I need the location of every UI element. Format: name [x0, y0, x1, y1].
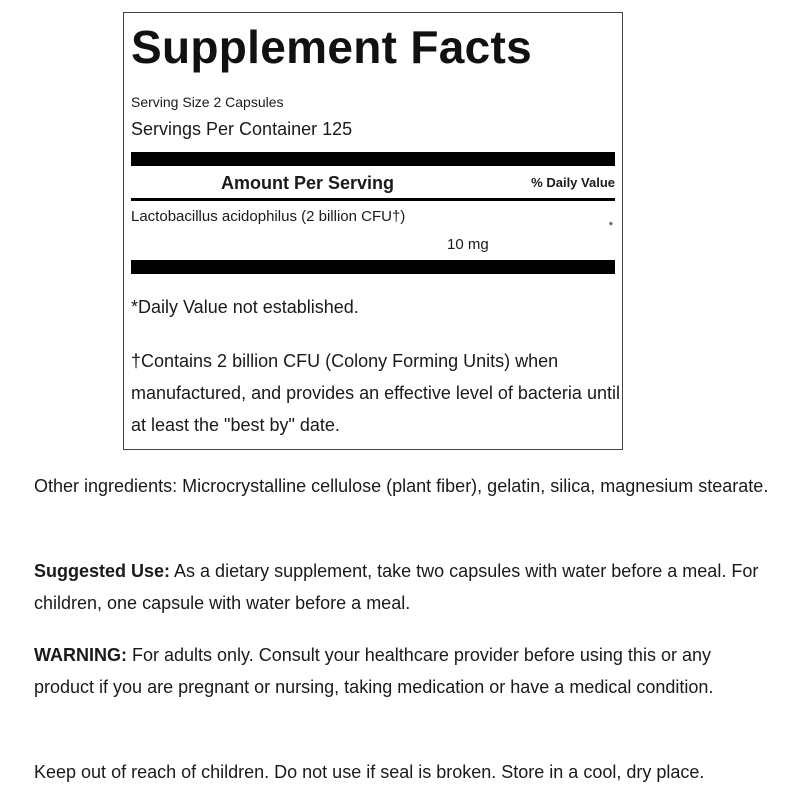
thick-divider-top	[131, 152, 615, 166]
daily-value-footnote: *Daily Value not established.	[131, 297, 359, 317]
supplement-facts-content	[131, 13, 620, 449]
cfu-footnote: †Contains 2 billion CFU (Colony Forming Units) when manufactured, and provides an effective level of bacteria until at least the "best by" date.	[131, 351, 620, 435]
storage-instructions: Keep out of reach of children. Do not use if seal is broken. Store in a cool, dry place.	[34, 762, 705, 782]
thin-divider	[131, 198, 615, 201]
suggested-use-label: Suggested Use:	[34, 561, 171, 581]
serving-size: Serving Size 2 Capsules	[131, 94, 284, 110]
servings-per-container: Servings Per Container 125	[131, 119, 353, 139]
amount-per-serving-header: Amount Per Serving	[221, 173, 395, 193]
thick-divider-bottom	[131, 260, 615, 274]
warning	[34, 639, 774, 703]
supplement-facts-panel	[123, 12, 623, 450]
warning-label: WARNING:	[34, 645, 127, 665]
ingredient-daily-value: *	[608, 220, 613, 232]
daily-value-header: % Daily Value	[531, 175, 615, 190]
facts-title: Supplement Facts	[131, 21, 532, 73]
other-ingredients: Other ingredients: Microcrystalline cellulose (plant fiber), gelatin, silica, magnesium stearate.	[34, 476, 769, 496]
suggested-use-text: As a dietary supplement, take two capsules with water before a meal. For children, one capsule with water before a meal.	[34, 561, 759, 613]
warning-text: For adults only. Consult your healthcare provider before using this or any product if you are pregnant or nursing, taking medication or have a medical condition.	[34, 645, 714, 697]
ingredient-name: Lactobacillus acidophilus (2 billion CFU†)	[131, 208, 406, 225]
suggested-use	[34, 555, 774, 619]
ingredient-amount: 10 mg	[447, 236, 489, 253]
